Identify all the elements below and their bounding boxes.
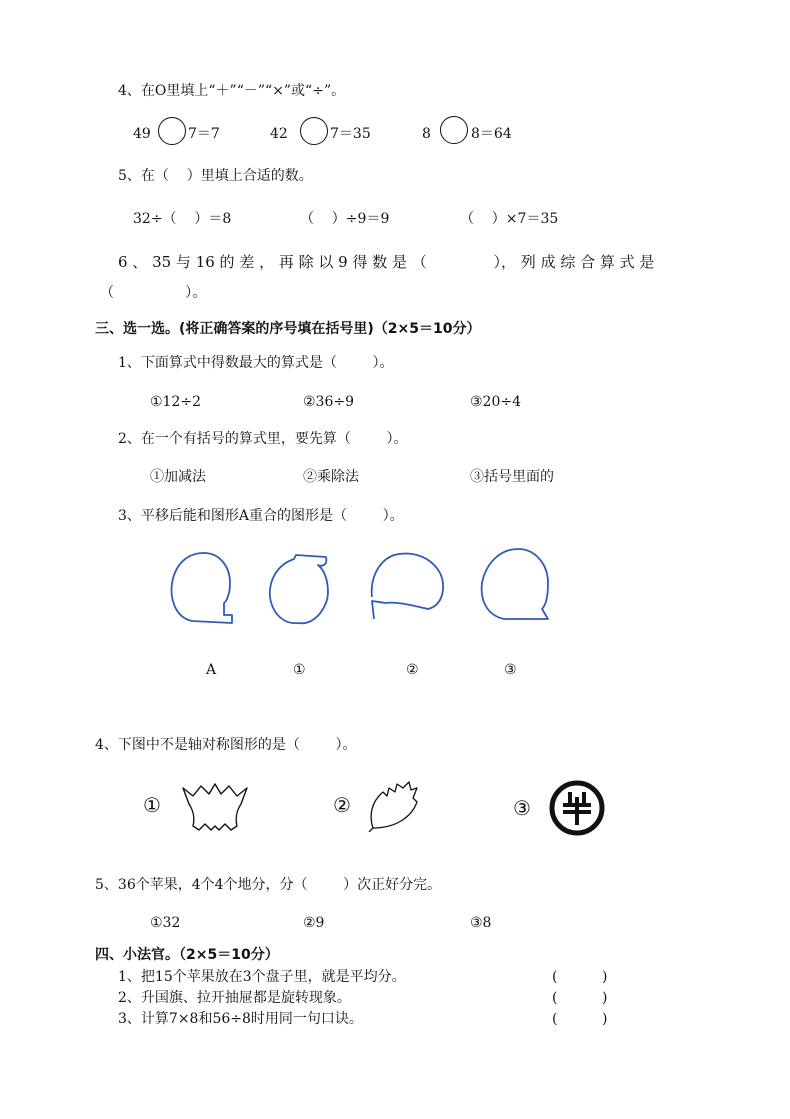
- bank-logo-icon: [546, 777, 608, 839]
- q4-item3-circle[interactable]: [440, 116, 468, 144]
- shape-label-3: ③: [504, 662, 517, 678]
- q6-line1: 6 、 35 与 16 的 差 ， 再 除 以 9 得 数 是 （ ）， 列 成 综 合 算 式 是: [118, 253, 655, 271]
- s3-q5-option2[interactable]: ②9: [303, 915, 325, 931]
- figure-marker-2: ②: [333, 793, 351, 817]
- q5-item1[interactable]: 32÷（ ）＝8: [133, 211, 232, 227]
- shape-label-2: ②: [406, 662, 419, 678]
- translation-shapes: [160, 545, 560, 635]
- bat-shape-icon: [175, 780, 255, 834]
- q4-item2-right: 7＝35: [330, 126, 371, 142]
- shape-a: [172, 553, 232, 623]
- s4-item3-text: 3、计算7×8和56÷8时用同一句口诀。: [118, 1011, 363, 1027]
- s3-q3-prompt: 3、平移后能和图形A重合的图形是（ ）。: [118, 508, 404, 524]
- s3-q2-prompt: 2、在一个有括号的算式里，要先算（ ）。: [118, 431, 408, 447]
- s4-item2-text: 2、升国旗、拉开抽屉都是旋转现象。: [118, 990, 351, 1006]
- shape-label-a: A: [206, 662, 217, 678]
- s3-q1-option2[interactable]: ②36÷9: [303, 394, 355, 410]
- s3-q2-option1[interactable]: ①加减法: [150, 469, 206, 485]
- s3-q1-option3[interactable]: ③20÷4: [470, 394, 522, 410]
- s3-q4-prompt: 4、下图中不是轴对称图形的是（ ）。: [95, 737, 357, 753]
- s3-q5-option1[interactable]: ①32: [150, 915, 181, 931]
- q4-item2-left: 42: [270, 126, 288, 142]
- leaf-shape-icon: [365, 780, 421, 832]
- q6-line2[interactable]: （ ）。: [100, 285, 207, 301]
- s4-item1-bracket[interactable]: ( ): [552, 969, 608, 985]
- s3-q5-prompt: 5、36个苹果，4个4个地分，分（ ）次正好分完。: [95, 877, 442, 893]
- section3-title: 三、选一选。(将正确答案的序号填在括号里)（2×5＝10分）: [95, 321, 481, 337]
- q4-item1-circle[interactable]: [158, 117, 186, 145]
- s4-item1-text: 1、把15个苹果放在3个盘子里，就是平均分。: [118, 969, 406, 985]
- figure-marker-3: ③: [513, 796, 531, 820]
- s3-q2-option3[interactable]: ③括号里面的: [470, 469, 554, 485]
- q4-item3-left: 8: [422, 126, 431, 142]
- q4-item1-left: 49: [133, 126, 151, 142]
- q5-item3[interactable]: （ ）×7＝35: [460, 211, 559, 227]
- q5-prompt: 5、在（ ）里填上合适的数。: [118, 168, 313, 184]
- s4-item3-bracket[interactable]: ( ): [552, 1011, 608, 1027]
- shape-option-3: [482, 549, 548, 619]
- s3-q1-prompt: 1、下面算式中得数最大的算式是（ ）。: [118, 355, 394, 371]
- q4-item3-right: 8＝64: [471, 126, 512, 142]
- shape-option-2: [372, 554, 443, 619]
- s3-q1-option1[interactable]: ①12÷2: [150, 394, 202, 410]
- figure-marker-1: ①: [143, 793, 161, 817]
- s3-q5-option3[interactable]: ③8: [470, 915, 492, 931]
- s3-q2-option2[interactable]: ②乘除法: [303, 469, 359, 485]
- s4-item2-bracket[interactable]: ( ): [552, 990, 608, 1006]
- section4-title: 四、小法官。（2×5＝10分）: [95, 947, 279, 963]
- q4-prompt: 4、在O里填上“＋”“－”“×”或“÷”。: [118, 83, 346, 99]
- q5-item2[interactable]: （ ）÷9＝9: [300, 211, 390, 227]
- q4-item2-circle[interactable]: [300, 117, 328, 145]
- shape-option-1: [270, 555, 328, 623]
- q4-item1-right: 7＝7: [188, 126, 220, 142]
- shape-label-1: ①: [293, 662, 306, 678]
